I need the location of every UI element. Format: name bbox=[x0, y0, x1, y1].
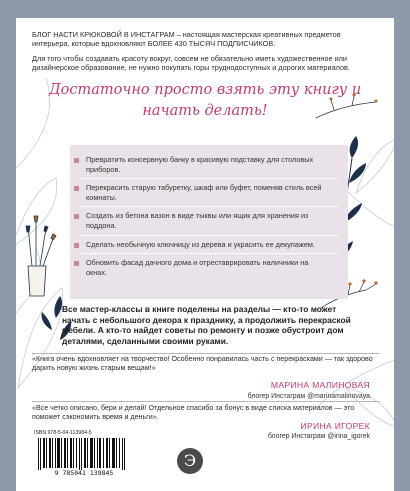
intro-paragraph-secondary: Для того чтобы создавать красоту вокруг, совсем не обязательно иметь художественное или дизайнерское образование, не нужно покупать горы труднодоступных и дорогих материалов. bbox=[32, 54, 350, 73]
list-divider bbox=[80, 235, 338, 236]
barcode bbox=[34, 436, 134, 478]
publisher-logo bbox=[177, 448, 203, 474]
cover-sheet bbox=[16, 18, 394, 491]
divider-line bbox=[32, 353, 380, 354]
list-divider bbox=[80, 253, 338, 254]
testimonial-author-role: блогер Инстаграм @irina_igorek bbox=[267, 433, 370, 440]
features-list bbox=[70, 155, 348, 277]
testimonial-quote: «Все четко описано, бери и делай! Отдельное спасибо за бонус в виде списка материалов — это поможет сэкономить время и деньги». bbox=[32, 404, 355, 422]
square-bullet-icon bbox=[74, 261, 79, 266]
slogan-heading: Достаточно просто взять эту книгу и начать делать! bbox=[48, 82, 362, 119]
list-item: Превратить консервную банку в красивую подставку для столовых приборов. bbox=[70, 155, 348, 174]
list-divider bbox=[80, 178, 338, 179]
list-item: Обновить фасад дачного дома и отреставрировать наличники на окнах. bbox=[70, 258, 348, 277]
barcode-digits: 9 785041 139845 bbox=[54, 469, 114, 477]
testimonial-author-name: ИРИНА ИГОРЕК bbox=[300, 421, 370, 431]
square-bullet-icon bbox=[74, 243, 79, 248]
divider-line bbox=[32, 401, 380, 402]
list-item: Создать из бетона вазон в виде тыквы или ящик для хранения из поддона. bbox=[70, 211, 348, 230]
isbn-label: ISBN 978-5-04-113984-5 bbox=[34, 430, 92, 436]
publisher-logo-letter: Э bbox=[183, 451, 197, 470]
list-item: Перекрасить старую табуретку, шкаф или буфет, поменяв стиль всей комнаты. bbox=[70, 183, 348, 202]
summary-paragraph: Все мастер-классы в книге поделены на разделы — кто-то может начать с небольшого декора к празднику, а продолжить перекраской мебели. А кто-то найдет советы по ремонту и позже обустроит дом деталями, сделанными своими руками. bbox=[62, 304, 351, 347]
testimonial-quote: «Книга очень вдохновляет на творчество! Особенно понравилась часть с перекрасками — так здорово дарить новую жизнь старым вещам!» bbox=[32, 355, 373, 373]
list-divider bbox=[80, 206, 338, 207]
features-list-card bbox=[70, 145, 348, 299]
square-bullet-icon bbox=[74, 214, 79, 219]
testimonial-author-role: блогер Инстаграм @marinamalinovaya bbox=[247, 393, 370, 400]
square-bullet-icon bbox=[74, 186, 79, 191]
leaf-outline-left bbox=[16, 78, 63, 388]
list-item: Сделать необычную ключницу из дерева и украсить ее декупажем. bbox=[70, 240, 348, 250]
testimonial-author-name: МАРИНА МАЛИНОВАЯ bbox=[270, 380, 370, 390]
intro-paragraph: БЛОГ НАСТИ КРЮКОВОЙ В ИНСТАГРАМ – настоящая мастерская креативных предметов интерьера, которые вдохновляют БОЛЕЕ 430 ТЫСЯЧ ПОДПИСЧИКОВ. bbox=[32, 30, 341, 49]
brush-jar-icon bbox=[26, 216, 56, 296]
square-bullet-icon bbox=[74, 158, 79, 163]
